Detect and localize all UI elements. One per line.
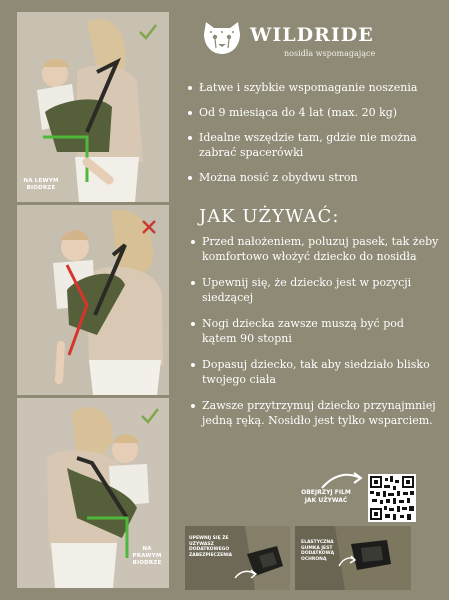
howto-step xyxy=(189,234,439,264)
brand-name: WILDRIDE xyxy=(250,24,374,46)
detail-photo-safety xyxy=(185,526,290,590)
howto-step-text: Przed nałożeniem, poluzuj pasek, tak żeby komfortowo włożyć dziecko do nosidła xyxy=(202,235,439,263)
photo-right-hip xyxy=(17,398,169,588)
bullet-dot xyxy=(191,404,195,408)
bullet-dot xyxy=(188,86,192,90)
brand-tagline: nosidła wspomagające xyxy=(284,49,376,58)
bullet-dot xyxy=(188,111,192,115)
photo-caption-left: NA LEWYM BIODRZE xyxy=(23,178,59,191)
feature-text: Idealne wszędzie tam, gdzie nie można zabrać spacerówki xyxy=(199,131,417,159)
detail-photo-elastic xyxy=(295,526,411,590)
check-icon xyxy=(137,22,159,42)
feature-item xyxy=(186,105,441,120)
cheetah-logo-icon xyxy=(200,18,244,56)
photo-caption-right: NA PRAWYM BIODRZE xyxy=(132,546,162,566)
howto-title: JAK UŻYWAĆ: xyxy=(199,206,340,227)
bullet-dot xyxy=(191,363,195,367)
video-label: OBEJRZYJ FILM JAK UŻYWAĆ xyxy=(301,489,351,504)
bullet-dot xyxy=(188,176,192,180)
howto-step xyxy=(189,398,439,428)
feature-text: Od 9 miesiąca do 4 lat (max. 20 kg) xyxy=(199,106,398,119)
howto-steps-list xyxy=(189,234,439,439)
bullet-dot xyxy=(188,136,192,140)
bullet-dot xyxy=(191,281,195,285)
detail-caption-elastic: ELASTYCZNA GUMKA JEST DODATKOWĄ OCHRONĄ xyxy=(301,540,335,562)
howto-step xyxy=(189,357,439,387)
feature-item xyxy=(186,80,441,95)
photo-wrong-position xyxy=(17,205,169,395)
qr-code[interactable] xyxy=(368,474,416,522)
check-icon xyxy=(139,406,161,426)
feature-item xyxy=(186,130,441,160)
detail-caption-safety: UPEWNIJ SIĘ ŻE UŻYWASZ DODATKOWEGO ZABEZPIECZENIA xyxy=(189,536,233,558)
feature-text: Łatwe i szybkie wspomaganie noszenia xyxy=(199,81,418,94)
cross-icon xyxy=(139,217,159,237)
howto-step xyxy=(189,275,439,305)
photo-left-hip xyxy=(17,12,169,202)
feature-item xyxy=(186,170,441,185)
bullet-dot xyxy=(191,322,195,326)
howto-step-text: Nogi dziecka zawsze muszą być pod kątem 90 stopni xyxy=(202,317,404,345)
howto-step-text: Dopasuj dziecko, tak aby siedziało blisko twojego ciała xyxy=(202,358,430,386)
features-list xyxy=(186,80,441,195)
qr-code-icon xyxy=(370,476,414,520)
howto-step xyxy=(189,316,439,346)
howto-step-text: Zawsze przytrzymuj dziecko przynajmniej jedną ręką. Nosidło jest tylko wsparciem. xyxy=(202,399,436,427)
feature-text: Można nosić z obydwu stron xyxy=(199,171,358,184)
bullet-dot xyxy=(191,240,195,244)
howto-step-text: Upewnij się, że dziecko jest w pozycji siedzącej xyxy=(202,276,412,304)
